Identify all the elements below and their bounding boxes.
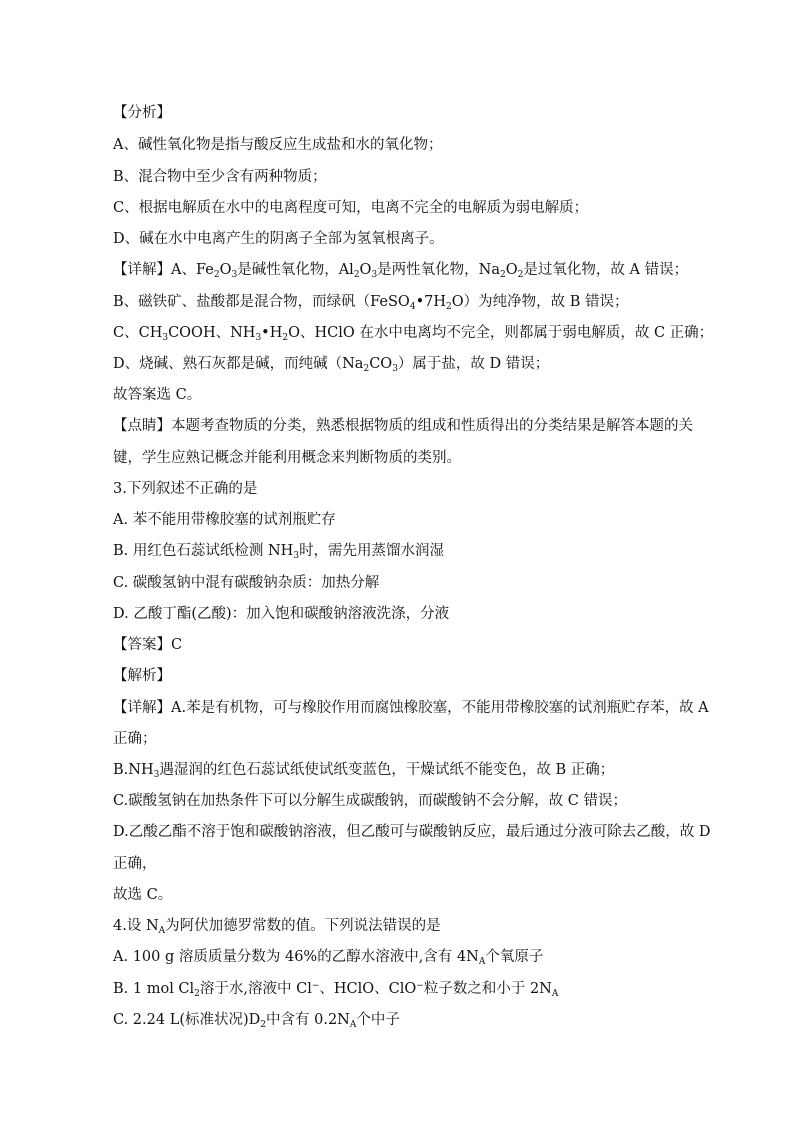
analysis-point-b: B、混合物中至少含有两种物质； <box>113 169 327 185</box>
detail-conclusion: 故答案选 C。 <box>113 387 202 403</box>
question-4-option-c: C. 2.24 L(标准状况)$D_2$中含有 $0.2N_A$个中子 <box>113 1012 400 1030</box>
question-3-option-b: B. 用红色石蕊试纸检测 $NH_3$时，需先用蒸馏水润湿 <box>113 543 445 561</box>
analysis-point-a: A、碱性氧化物是指与酸反应生成盐和水的氧化物； <box>113 137 443 153</box>
question-3-explanation-heading: 【解析】 <box>113 668 171 684</box>
question-3-answer: 【答案】C <box>113 637 183 653</box>
question-3-detail-c: C.碳酸氢钠在加热条件下可以分解生成碳酸钠，而碳酸钠不会分解，故 C 错误； <box>113 793 627 809</box>
question-4-option-b: B. 1 mol $Cl_2$溶于水,溶液中 Cl−、HClO、ClO−粒子数之和小于 $2N_A$ <box>113 981 559 999</box>
tip-line-2: 键，学生应熟记概念并能利用概念来判断物质的类别。 <box>113 450 461 466</box>
question-3-detail-b: $B.NH_3$遇湿润的红色石蕊试纸使试纸变蓝色，干燥试纸不能变色，故 B 正确； <box>113 762 615 780</box>
question-3-conclusion: 故选 C。 <box>113 887 173 903</box>
question-3-detail-d-line-2: 正确， <box>113 856 157 872</box>
tip-line-1: 【点睛】本题考查物质的分类，熟悉根据物质的组成和性质得出的分类结果是解答本题的关 <box>113 418 693 434</box>
question-3-option-c: C. 碳酸氢钠中混有碳酸钠杂质：加热分解 <box>113 575 380 591</box>
question-3-detail-a-line-2: 正确； <box>113 731 157 747</box>
detail-line-b: B、磁铁矿、盐酸都是混合物，而绿矾$(FeSO_4•7H_2O)$为纯净物，故 B 错误； <box>113 294 629 312</box>
detail-line-a: 【详解】A、$Fe_2O_3$是碱性氧化物，$Al_2O_3$是两性氧化物，$Na_2O_2$是过氧化物，故 A 错误； <box>113 262 689 280</box>
analysis-heading: 【分析】 <box>113 105 171 121</box>
analysis-point-c: C、根据电解质在水中的电离程度可知，电离不完全的电解质为弱电解质； <box>113 200 589 216</box>
question-4-stem: 4.设 $N_A$为阿伏加德罗常数的值。下列说法错误的是 <box>113 918 441 936</box>
question-3-stem: 3.下列叙述不正确的是 <box>113 481 258 497</box>
question-3-detail-a-line-1: 【详解】A.苯是有机物，可与橡胶作用而腐蚀橡胶塞，不能用带橡胶塞的试剂瓶贮存苯，故 A <box>113 700 709 716</box>
question-4-option-a: A. 100 g 溶质质量分数为 46%的乙醇水溶液中,含有 $4N_A$个氧原子 <box>113 949 544 967</box>
analysis-point-d: D、碱在水中电离产生的阴离子全部为氢氧根离子。 <box>113 231 444 247</box>
question-3-detail-d-line-1: D.乙酸乙酯不溶于饱和碳酸钠溶液，但乙酸可与碳酸钠反应，最后通过分液可除去乙酸，故 D <box>113 824 711 840</box>
detail-line-c: C、$CH_3COOH$、$NH_3•H_2O$、HClO 在水中电离均不完全，则都属于弱电解质，故 C 正确； <box>113 325 714 343</box>
detail-line-d: D、烧碱、熟石灰都是碱，而纯碱$(Na_2CO_3)$属于盐，故 D 错误； <box>113 356 550 374</box>
question-3-option-a: A. 苯不能用带橡胶塞的试剂瓶贮存 <box>113 512 336 528</box>
question-3-option-d: D. 乙酸丁酯(乙酸)：加入饱和碳酸钠溶液洗涤，分液 <box>113 606 450 622</box>
